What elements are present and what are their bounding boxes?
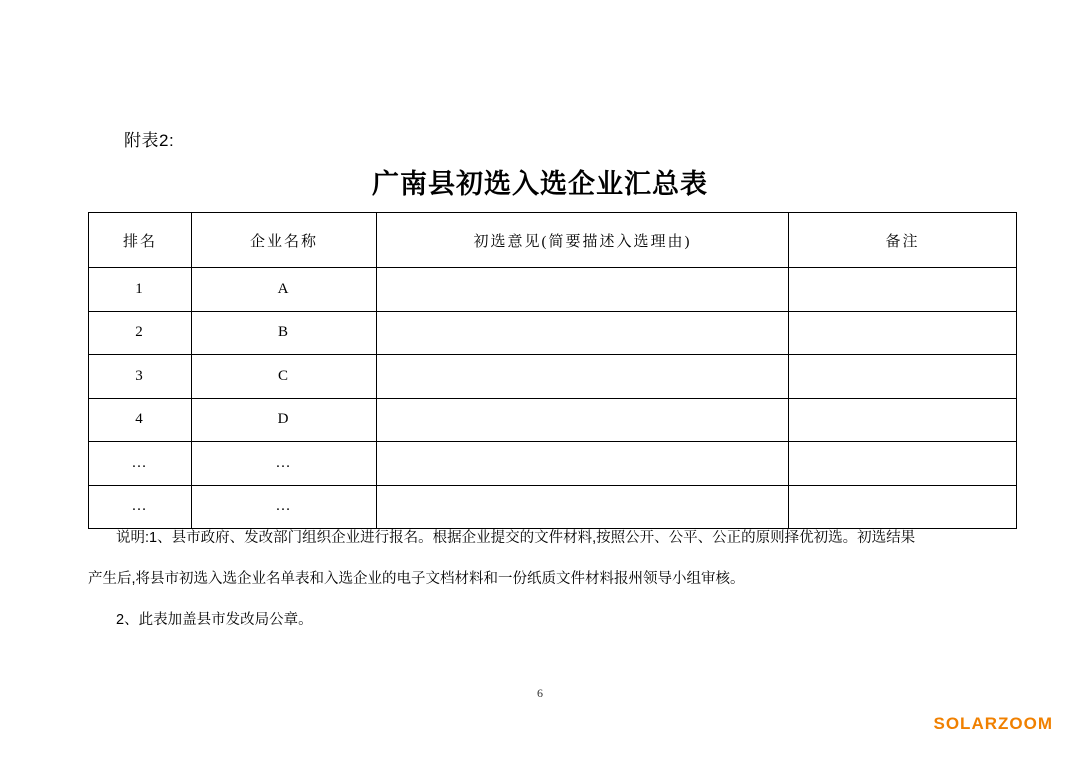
cell-remark[interactable]	[789, 268, 1017, 312]
cell-rank: 4	[89, 398, 192, 442]
cell-name: B	[192, 311, 377, 355]
cell-rank: …	[89, 485, 192, 529]
enterprise-summary-table	[88, 212, 1017, 529]
table-header-row	[89, 213, 1017, 268]
note-line-1: 说明:1、县市政府、发改部门组织企业进行报名。根据企业提交的文件材料,按照公开、公平、公正的原则择优初选。初选结果	[116, 530, 916, 546]
table-row	[89, 268, 1017, 312]
cell-remark[interactable]	[789, 311, 1017, 355]
cell-opinion[interactable]	[377, 311, 789, 355]
cell-rank: 3	[89, 355, 192, 399]
cell-opinion[interactable]	[377, 268, 789, 312]
column-header-rank: 排名	[89, 213, 192, 268]
note-line-2: 产生后,将县市初选入选企业名单表和入选企业的电子文档材料和一份纸质文件材料报州领导小组审核。	[88, 571, 745, 587]
table-body	[89, 268, 1017, 529]
cell-name: D	[192, 398, 377, 442]
cell-opinion[interactable]	[377, 442, 789, 486]
cell-remark[interactable]	[789, 442, 1017, 486]
cell-rank: …	[89, 442, 192, 486]
cell-name: C	[192, 355, 377, 399]
column-header-opinion: 初选意见(简要描述入选理由)	[377, 213, 789, 268]
column-header-remark: 备注	[789, 213, 1017, 268]
cell-rank: 1	[89, 268, 192, 312]
table-row	[89, 442, 1017, 486]
watermark-logo: SOLARZOOM	[933, 714, 1053, 733]
cell-opinion[interactable]	[377, 398, 789, 442]
table-row	[89, 398, 1017, 442]
page-title: 广南县初选入选企业汇总表	[372, 169, 708, 199]
table-row	[89, 311, 1017, 355]
note-line-3: 2、此表加盖县市发改局公章。	[116, 612, 313, 628]
column-header-name: 企业名称	[192, 213, 377, 268]
page-number: 6	[537, 686, 543, 700]
table-row	[89, 355, 1017, 399]
cell-name: …	[192, 485, 377, 529]
attachment-label: 附表2:	[124, 131, 175, 150]
notes-section	[88, 518, 1016, 641]
cell-rank: 2	[89, 311, 192, 355]
cell-name: A	[192, 268, 377, 312]
table-header	[89, 213, 1017, 268]
cell-name: …	[192, 442, 377, 486]
cell-remark[interactable]	[789, 355, 1017, 399]
cell-remark[interactable]	[789, 398, 1017, 442]
cell-opinion[interactable]	[377, 355, 789, 399]
